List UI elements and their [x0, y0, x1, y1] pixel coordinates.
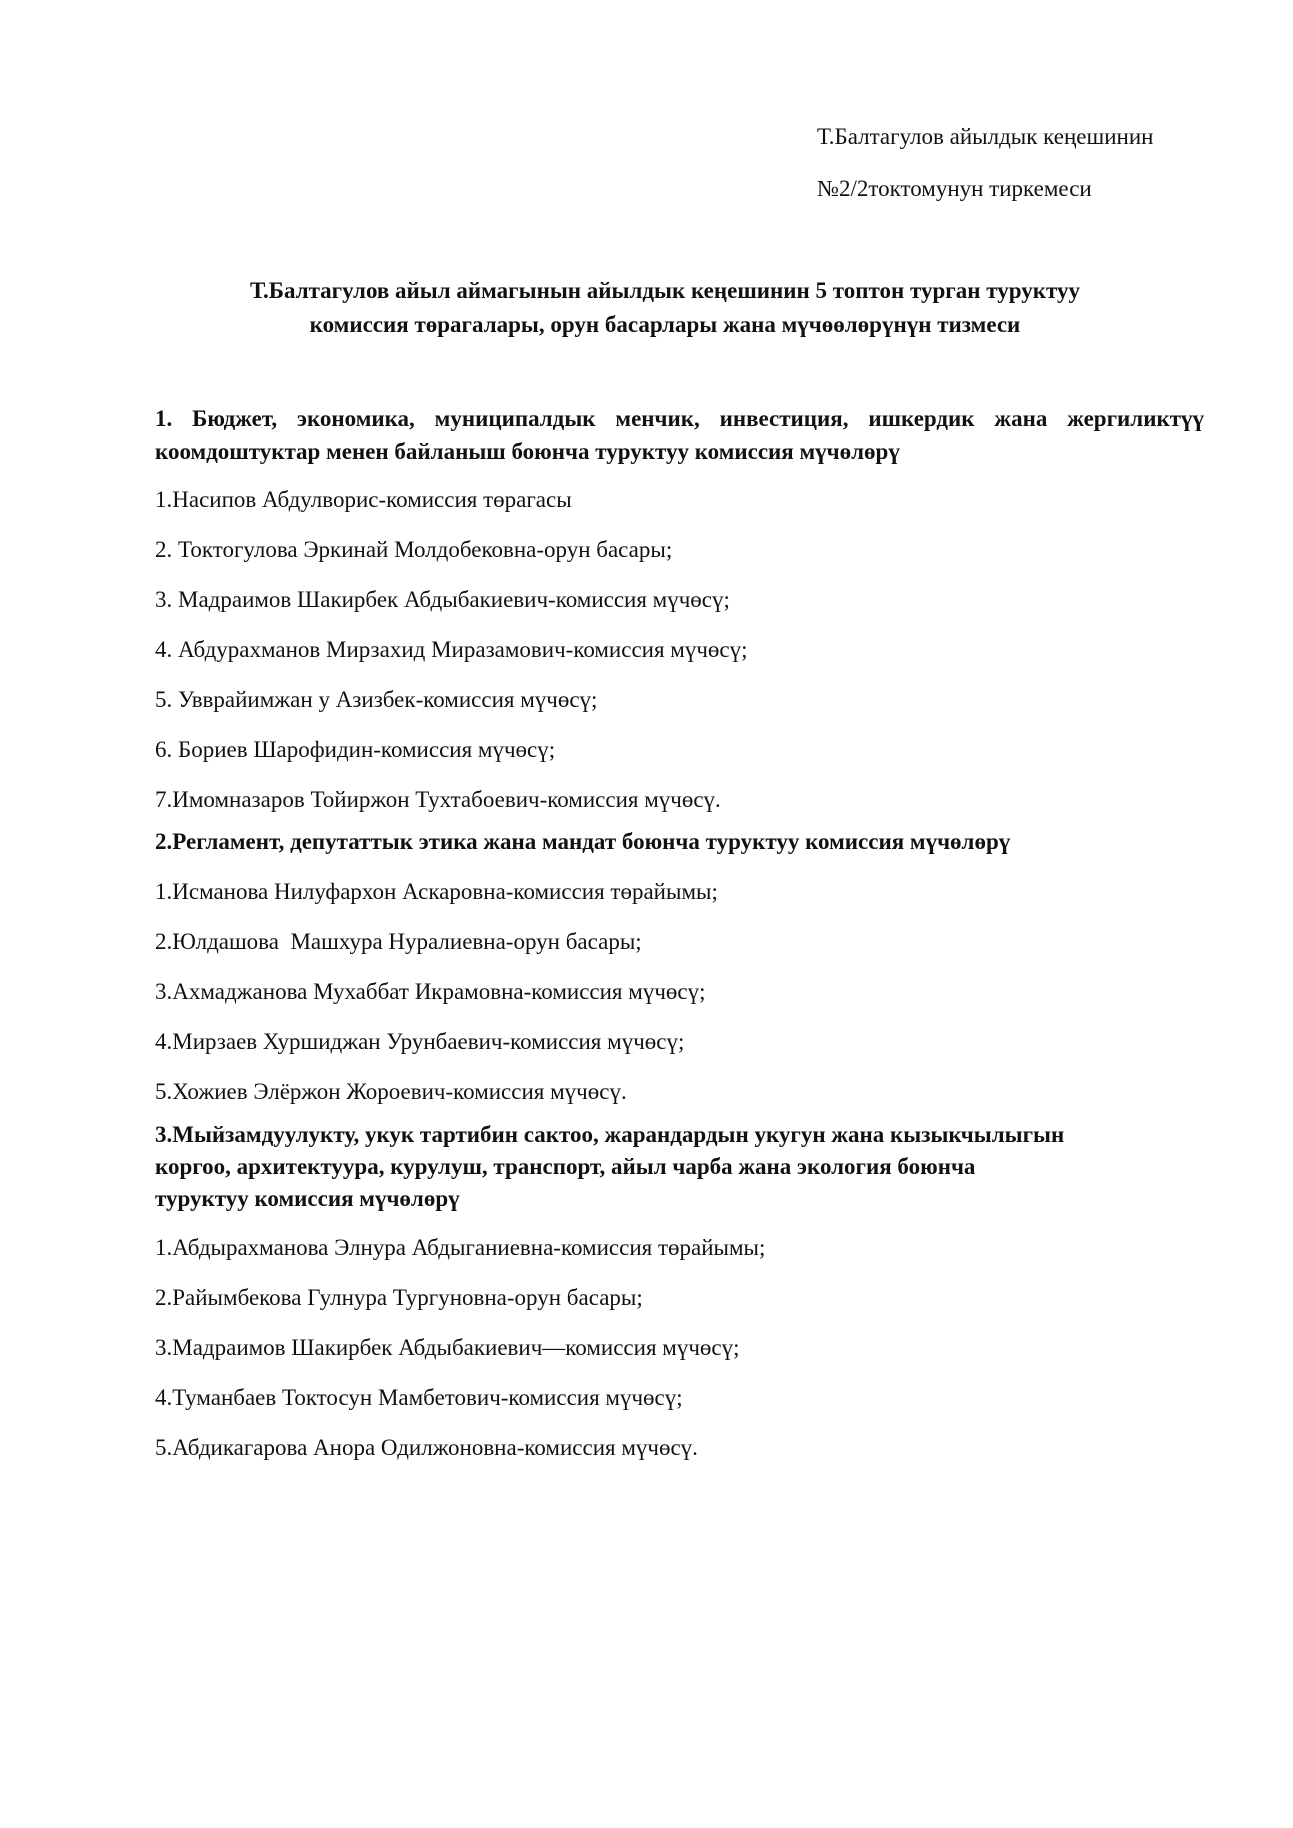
section-3-heading-line-3: туруктуу комиссия мүчөлөрү — [155, 1186, 460, 1211]
section-3-member-5: 5.Абдикагарова Анора Одилжоновна-комиссия мүчөсү. — [155, 1435, 698, 1460]
section-2-member-2: 2.Юлдашова Машхура Нуралиевна-орун басары; — [155, 929, 642, 954]
section-1-member-1: 1.Насипов Абдулворис-комиссия төрагасы — [155, 487, 572, 512]
section-2-heading: 2.Регламент, депутаттык этика жана мандат боюнча туруктуу комиссия мүчөлөрү — [155, 829, 1011, 854]
section-3-heading — [155, 1119, 1204, 1215]
document-title-line-2: комиссия төрагалары, орун басарлары жана мүчөөлөрүнүн тизмеси — [309, 312, 1021, 337]
section-1-member-7: 7.Имомназаров Тойиржон Тухтабоевич-комиссия мүчөсү. — [155, 787, 721, 812]
section-3-heading-line-2: коргоо, архитектуура, курулуш, транспорт, айыл чарба жана экология боюнча — [155, 1154, 976, 1179]
attachment-note-line-2: №2/2токтомунун тиркемеси — [817, 176, 1092, 201]
attachment-note-line-1: Т.Балтагулов айылдык кеңешинин — [817, 124, 1154, 149]
section-2-member-5: 5.Хожиев Элёржон Жороевич-комиссия мүчөсү. — [155, 1079, 627, 1104]
section-2-member-1: 1.Исманова Нилуфархон Аскаровна-комиссия төрайымы; — [155, 879, 718, 904]
section-3-member-3: 3.Мадраимов Шакирбек Абдыбакиевич—комиссия мүчөсү; — [155, 1335, 740, 1360]
document-body — [155, 402, 1204, 1461]
section-1-member-3: 3. Мадраимов Шакирбек Абдыбакиевич-комиссия мүчөсү; — [155, 587, 730, 612]
document-title — [150, 274, 1180, 342]
section-3-heading-line-1: 3.Мыйзамдуулукту, укук тартибин сактоо, жарандардын укугун жана кызыкчылыгын — [155, 1122, 1065, 1147]
section-2-member-4: 4.Мирзаев Хуршиджан Урунбаевич-комиссия мүчөсү; — [155, 1029, 685, 1054]
section-1-member-4: 4. Абдурахманов Мирзахид Миразамович-комиссия мүчөсү; — [155, 637, 748, 662]
section-2-member-3: 3.Ахмаджанова Мухаббат Икрамовна-комиссия мүчөсү; — [155, 979, 706, 1004]
section-1-heading: 1. Бюджет, экономика, муниципалдык менчик, инвестиция, ишкердик жана жергиликтүү коомдоштуктар менен байланыш боюнча туруктуу комиссия мүчөлөрү — [155, 406, 1204, 464]
section-1-member-5: 5. Увврайимжан у Азизбек-комиссия мүчөсү; — [155, 687, 598, 712]
section-3-member-2: 2.Райымбекова Гулнура Тургуновна-орун басары; — [155, 1285, 643, 1310]
section-3-member-4: 4.Туманбаев Токтосун Мамбетович-комиссия мүчөсү; — [155, 1385, 683, 1410]
section-3-member-1: 1.Абдырахманова Элнура Абдыганиевна-комиссия төрайымы; — [155, 1235, 766, 1260]
section-1-member-6: 6. Бориев Шарофидин-комиссия мүчөсү; — [155, 737, 556, 762]
section-1-member-2: 2. Токтогулова Эркинай Молдобековна-орун басары; — [155, 537, 673, 562]
document-title-line-1: Т.Балтагулов айыл аймагынын айылдык кеңешинин 5 топтон турган туруктуу — [250, 278, 1080, 303]
